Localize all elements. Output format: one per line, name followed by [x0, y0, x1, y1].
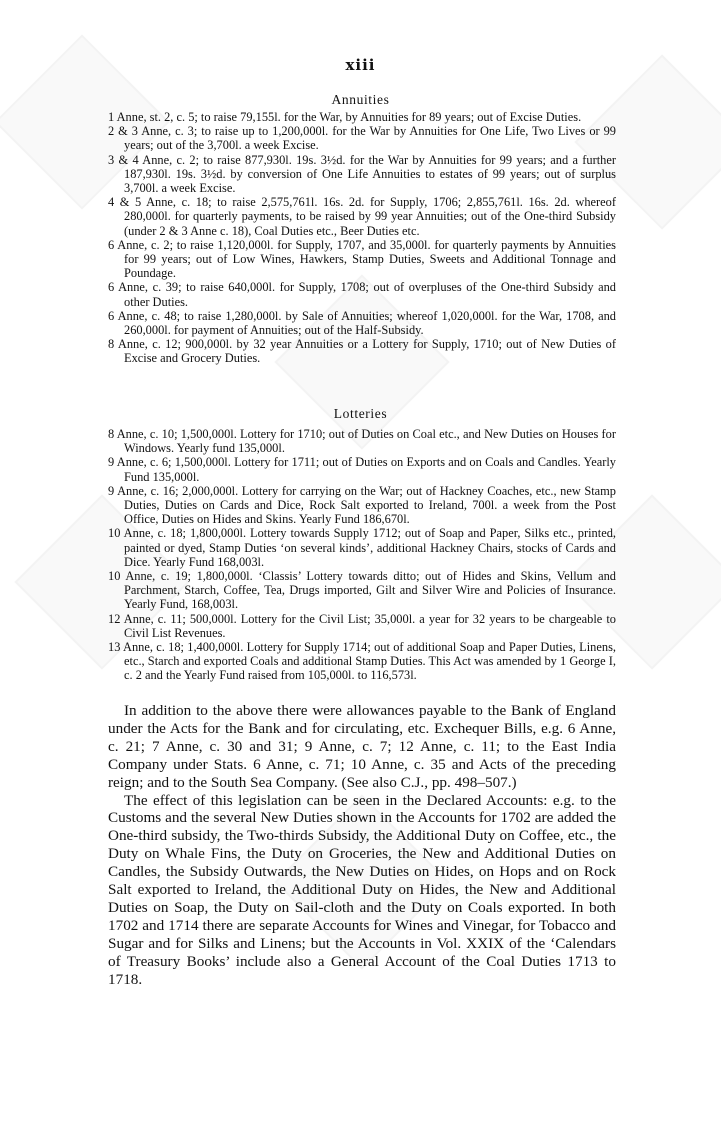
list-item: 6 Anne, c. 2; to raise 1,120,000l. for Supply, 1707, and 35,000l. for quarterly payments by Annuities for 99 years; out of Low Wines, Hawkers, Stamp Duties, Sweets and Additional Tonnage and Poundage.: [108, 237, 616, 281]
list-item: 10 Anne, c. 19; 1,800,000l. ‘Classis’ Lottery towards ditto; out of Hides and Skins, Vellum and Parchment, Starch, Coffee, Tea, Drugs imported, Gilt and Silver Wire and Policies of Insurance. Yearly Fund, 168,003l.: [108, 569, 616, 612]
list-item: 4 & 5 Anne, c. 18; to raise 2,575,761l. 16s. 2d. for Supply, 1706; 2,855,761l. 16s. 2d. whereof 280,000l. for quarterly payments, to be raised by 99 year Annuities; out of the One-third Subsidy (under 2 & 3 Anne c. 18), Coal Duties etc., Beer Duties etc.: [108, 195, 616, 238]
list-item: 12 Anne, c. 11; 500,000l. Lottery for the Civil List; 35,000l. a year for 32 years to be chargeable to Civil List Revenues.: [108, 611, 616, 640]
list-item: 1 Anne, st. 2, c. 5; to raise 79,155l. for the War, by Annuities for 89 years; out of Excise Duties.: [108, 110, 582, 124]
list-item: 10 Anne, c. 18; 1,800,000l. Lottery towards Supply 1712; out of Soap and Paper, Silks etc., printed, painted or dyed, Stamp Duties ‘on several kinds’, additional Hackney Chairs, stocks of Cards and Dice. Yearly Fund 168,003l.: [108, 526, 616, 569]
list-item: 6 Anne, c. 39; to raise 640,000l. for Supply, 1708; out of overpluses of the One-third Subsidy and other Duties.: [108, 280, 616, 309]
body-text: [108, 702, 616, 989]
list-item: 9 Anne, c. 6; 1,500,000l. Lottery for 1711; out of Duties on Exports and on Coals and Candles. Yearly Fund 135,000l.: [108, 455, 616, 484]
paragraph: The effect of this legislation can be seen in the Declared Accounts: e.g. to the Customs and the several New Duties shown in the Accounts for 1702 are added the One-third subsidy, the Two-thirds Subsidy, the Additional Duty on Coffee, etc., the Duty on Whale Fins, the Duty on Groceries, the New and Additional Duties on Candles, the Subsidy Outwards, the New Duties on Hides, on Hops and on Rock Salt exported to Ireland, the Additional Duty on Hides, the New and Additional Duties on Soap, the Duty on Sail-cloth and the Duty on Coals exported. In both 1702 and 1714 there are separate Accounts for Wines and Vinegar, for Tobacco and Sugar and for Silks and Linens; but the Accounts in Vol. XXIX of the ‘Calendars of Treasury Books’ include also a General Account of the Coal Duties 1713 to 1718.: [108, 791, 616, 988]
annuities-heading: Annuities: [331, 92, 390, 107]
list-item: 6 Anne, c. 48; to raise 1,280,000l. by Sale of Annuities; whereof 1,020,000l. for the War, 1708, and 260,000l. for payment of Annuities; out of the Half-Subsidy.: [108, 308, 616, 338]
list-item: 8 Anne, c. 12; 900,000l. by 32 year Annuities or a Lottery for Supply, 1710; out of New Duties of Excise and Grocery Duties.: [108, 337, 616, 366]
list-item: 2 & 3 Anne, c. 3; to raise up to 1,200,000l. for the War by Annuities for One Life, Two Lives or 99 years; out of the 3,700l. a week Excise.: [108, 124, 616, 153]
paragraph: In addition to the above there were allowances payable to the Bank of England under the Acts for the Bank and for circulating, etc. Exchequer Bills, e.g. 6 Anne, c. 21; 7 Anne, c. 30 and 31; 9 Anne, c. 7; 12 Anne, c. 11; to the East India Company under Stats. 6 Anne, c. 71; 10 Anne, c. 35 and Acts of the preceding reign; and to the South Sea Company. (See also C.J., pp. 498–507.): [108, 702, 616, 791]
page-number: xiii: [345, 56, 376, 74]
list-item: 9 Anne, c. 16; 2,000,000l. Lottery for carrying on the War; out of Hackney Coaches, etc., new Stamp Duties, Duties on Cards and Dice, Rock Salt exported to Ireland, 700l. a week from the Post Office, Duties on Hides and Skins. Yearly Fund 186,670l.: [108, 483, 616, 527]
lotteries-heading: Lotteries: [333, 406, 388, 421]
lotteries-list: [108, 427, 616, 683]
annuities-list: [108, 110, 616, 366]
list-item: 13 Anne, c. 18; 1,400,000l. Lottery for Supply 1714; out of additional Soap and Paper Duties, Linens, etc., Starch and exported Coals and additional Stamp Duties. This Act was amended by 1 George I, c. 2 and the Yearly Fund raised from 105,000l. to 116,573l.: [108, 640, 616, 683]
list-item: 3 & 4 Anne, c. 2; to raise 877,930l. 19s. 3½d. for the War by Annuities for 99 years; and a further 187,930l. 19s. 3½d. by conversion of One Life Annuities to estates of 99 years; out of surplus 3,700l. a week Excise.: [108, 152, 616, 196]
list-item: 8 Anne, c. 10; 1,500,000l. Lottery for 1710; out of Duties on Coal etc., and New Duties on Houses for Windows. Yearly fund 135,000l.: [108, 427, 616, 456]
